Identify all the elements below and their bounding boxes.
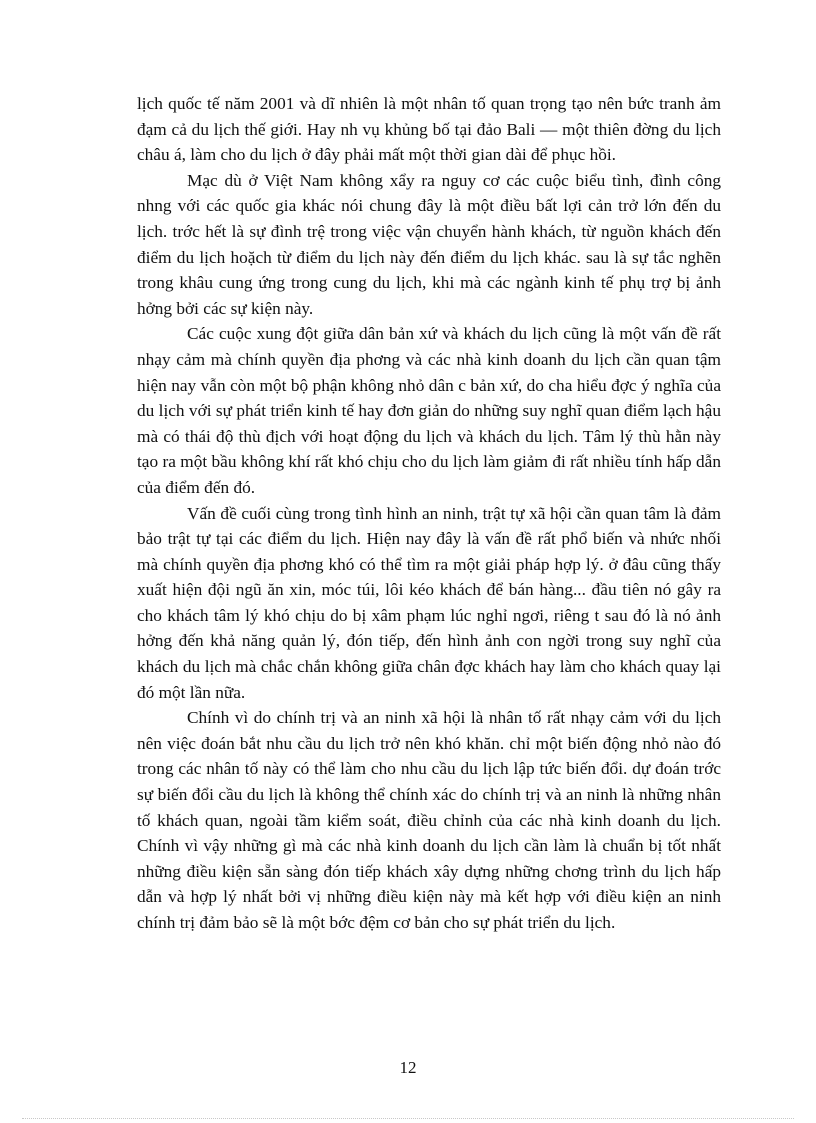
paragraph-4: Vấn đề cuối cùng trong tình hình an ninh, trật tự xã hội cần quan tâm là đảm bảo trật tự tại các điểm du lịch. Hiện nay đây là vấn đề rất phổ biến và nhức nhối mà chính quyền địa phơng khó có thể tìm ra một giải pháp hợp lý. ở đâu cũng thấy xuất hiện đội ngũ ăn xin, móc túi, lôi kéo khách để bán hàng... đầu tiên nó gây ra cho khách tâm lý khó chịu do bị xâm phạm lúc nghỉ ngơi, riêng t sau đó là nó ảnh hởng đến khả năng quản lý, đón tiếp, đến hình ảnh con ngời trong suy nghĩ của khách du lịch mà chắc chắn không giữa chân đợc khách hay làm cho khách quay lại đó một lần nữa. — [137, 503, 721, 702]
paragraph-1: lịch quốc tế năm 2001 và dĩ nhiên là một nhân tố quan trọng tạo nên bức tranh ảm đạm cả du lịch thế giới. Hay nh vụ khủng bố tại đảo Bali — một thiên đờng du lịch châu á, làm cho du lịch ở đây phải mất một thời gian dài để phục hồi. — [137, 94, 721, 165]
paragraph-2: Mạc dù ở Việt Nam không xẩy ra nguy cơ các cuộc biểu tình, đình công nhng với các quốc gia khác nói chung đây là một điều bất lợi cản trở lớn đến du lịch. trớc hết là sự đình trệ trong việc vận chuyển hành khách, từ nguồn khách đến điểm du lịch hoặch từ điểm du lịch này đến điểm du lịch khác. sau là sự tắc nghẽn trong khâu cung ứng trong cung du lịch, khi mà các ngành kinh tế phụ trợ bị ảnh hởng bởi các sự kiện này. — [137, 170, 721, 318]
body-text — [137, 91, 721, 936]
paragraph-5: Chính vì do chính trị và an ninh xã hội là nhân tố rất nhạy cảm với du lịch nên việc đoán bắt nhu cầu du lịch trở nên khó khăn. chỉ một biến động nhỏ nào đó trong các nhân tố này có thể làm cho nhu cầu du lịch lập tức biến đổi. dự đoán trớc sự biến đổi cầu du lịch là không thể chính xác do chính trị và an ninh là những nhân tố khách quan, ngoài tầm kiểm soát, điều chỉnh của các nhà kinh doanh du lịch. Chính vì vậy những gì mà các nhà kinh doanh du lịch cần làm là chuẩn bị tốt nhất những điều kiện sẵn sàng đón tiếp khách xây dựng những chơng trình du lịch hấp dẫn và hợp lý nhất bởi vị những điều kiện này mà kết hợp với điều kiện an ninh chính trị đảm bảo sẽ là một bớc đệm cơ bản cho sự phát triển du lịch. — [137, 708, 721, 932]
page-bottom-divider — [22, 1118, 794, 1119]
page-number: 12 — [399, 1058, 417, 1077]
paragraph-3: Các cuộc xung đột giữa dân bản xứ và khách du lịch cũng là một vấn đề rất nhạy cảm mà chính quyền địa phơng và các nhà kinh doanh du lịch cần quan tậm hiện nay vẫn còn một bộ phận không nhỏ dân c bản xứ, do cha hiểu đợc ý nghĩa của du lịch với sự phát triển kinh tế hay đơn giản do những suy nghĩ quan điểm lạch hậu mà có thái độ thù địch với hoạt động du lịch và khách du lịch. Tâm lý thù hằn này tạo ra một bầu không khí rất khó chịu cho du lịch làm giảm đi rất nhiều tính hấp dẫn của điểm đến đó. — [137, 324, 721, 497]
